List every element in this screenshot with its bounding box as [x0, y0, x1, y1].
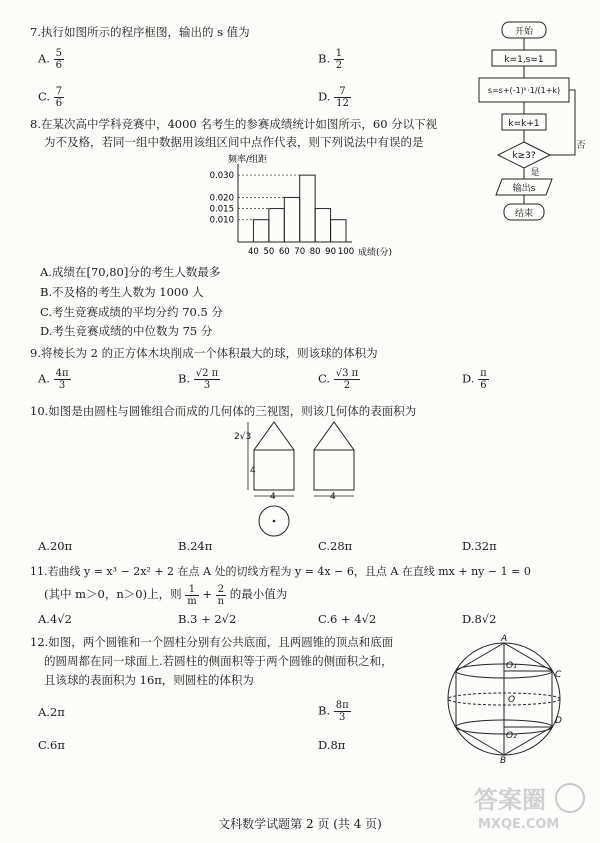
point-b-label: B: [500, 756, 507, 766]
program-flowchart: [475, 18, 595, 223]
histogram-x-tick: 60: [278, 247, 290, 257]
flowchart-init-label: k=1,s=1: [504, 55, 544, 65]
q8-option-a[interactable]: A.成绩在[70,80]分的考生人数最多: [40, 265, 221, 279]
histogram-xlabel: 成绩(分): [358, 248, 393, 258]
q12-stem-line2: 的圆周都在同一球面上.若圆柱的侧面积等于两个圆锥的侧面积之和，: [44, 654, 393, 668]
frequency-histogram: [200, 150, 410, 265]
histogram-x-tick: 80: [309, 247, 321, 257]
histogram-y-tick: 0.020: [209, 193, 234, 204]
side-width-label: 4: [330, 492, 336, 502]
q12-stem-line3: 且该球的表面积为 16π，则圆柱的体积为: [44, 673, 254, 687]
histogram-x-tick: 70: [294, 247, 306, 257]
flowchart-condition-label: k≥3?: [512, 151, 536, 161]
q8-option-d[interactable]: D.考生竞赛成绩的中位数为 75 分: [40, 324, 213, 338]
watermark-url: MXQE.COM: [478, 817, 560, 832]
cone-height-label: 2√3: [234, 432, 252, 442]
q8-option-b[interactable]: B.不及格的考生人数为 1000 人: [40, 285, 204, 299]
q7-stem: 7.执行如图所示的程序框图，输出的 s 值为: [30, 25, 250, 39]
q9-option-b[interactable]: B. $\frac{√2 \pi}{3}$: [178, 368, 219, 391]
q7-option-c[interactable]: C. $\frac{7}{6}$: [38, 86, 63, 109]
cylinder-height-label: 4: [250, 466, 256, 476]
flowchart-start-label: 开始: [514, 27, 534, 37]
side-view-cylinder: [314, 450, 354, 490]
histogram-bar: [300, 175, 315, 242]
q10-option-b[interactable]: B.24π: [178, 539, 213, 553]
q8-stem-line1: 8.在某次高中学科竞赛中，4000 名考生的参赛成绩统计如图所示，60 分以下视: [30, 117, 438, 131]
q10-option-d[interactable]: D.32π: [462, 539, 497, 553]
sphere-cylinder-cone-diagram: [440, 632, 580, 764]
point-a-label: A: [501, 634, 508, 644]
q11-option-d[interactable]: D.8√2: [462, 612, 497, 626]
point-o1-label: O₁: [506, 661, 517, 671]
point-d-label: D: [555, 716, 562, 726]
q11-stem-line2: (其中 m＞0，n＞0)上，则 $\frac{1}{m}$ + $\frac{2}{n}$ 的最小值为: [44, 583, 288, 607]
histogram-x-tick: 100: [337, 247, 355, 257]
flowchart-yes-label: 是: [530, 168, 540, 178]
q10-option-a[interactable]: A.20π: [38, 539, 73, 553]
q11-option-a[interactable]: A.4√2: [38, 612, 72, 626]
three-view-diagram: [234, 418, 370, 540]
histogram-ylabel: 频率/组距: [228, 155, 268, 165]
histogram-bar: [253, 220, 268, 242]
page-footer: 文科数学试题第 2 页 (共 4 页): [218, 817, 382, 831]
front-view-cylinder: [254, 450, 294, 490]
histogram-y-tick: 0.030: [209, 171, 234, 182]
q11-option-b[interactable]: B.3 + 2√2: [178, 612, 237, 626]
histogram-x-tick: 90: [325, 247, 336, 257]
histogram-x-tick: 40: [248, 247, 259, 257]
q9-option-d[interactable]: D. $\frac{\pi}{6}$: [462, 368, 487, 391]
flowchart-no-label: 否: [576, 141, 586, 151]
flowchart-update-label: s=s+(-1)ᵏ·1/(1+k): [487, 86, 561, 95]
q12-option-d[interactable]: D.8π: [318, 738, 346, 752]
front-view-cone: [254, 422, 294, 450]
histogram-y-tick: 0.010: [209, 215, 234, 226]
point-o-label: O: [508, 695, 516, 705]
q8-stem-line2: 为不及格，若同一组中数据用该组区间中点作代表，则下列说法中有误的是: [44, 135, 424, 149]
q10-option-c[interactable]: C.28π: [318, 539, 353, 553]
q12-option-a[interactable]: A.2π: [38, 705, 65, 719]
flowchart-output-label: 输出s: [512, 184, 536, 194]
histogram-x-tick: 50: [263, 247, 275, 257]
flowchart-end-label: 结束: [514, 209, 534, 219]
q11-option-c[interactable]: C.6 + 4√2: [318, 612, 377, 626]
q7-option-d[interactable]: D. $\frac{7}{12}$: [318, 86, 349, 109]
watermark-text: 答案圈: [474, 786, 546, 814]
q12-option-b[interactable]: B. $\frac{8\pi}{3}$: [318, 700, 349, 723]
histogram-bar: [331, 220, 346, 242]
histogram-bar: [284, 197, 299, 242]
histogram-bar: [315, 209, 330, 242]
q9-option-c[interactable]: C. $\frac{√3 \pi}{2}$: [318, 368, 359, 391]
q10-stem: 10.如图是由圆柱与圆锥组合而成的几何体的三视图，则该几何体的表面积为: [30, 404, 417, 418]
q7-option-b[interactable]: B. $\frac{1}{2}$: [318, 48, 343, 71]
front-width-label: 4: [270, 492, 276, 502]
histogram-bar: [269, 209, 284, 242]
watermark-logo: [472, 774, 592, 837]
q12-option-c[interactable]: C.6π: [38, 738, 65, 752]
histogram-y-tick: 0.015: [209, 204, 234, 215]
point-o2-label: O₂: [506, 731, 517, 741]
q9-option-a[interactable]: A. $\frac{4\pi}{3}$: [38, 368, 69, 391]
flowchart-increment-label: k=k+1: [508, 119, 540, 129]
q8-option-c[interactable]: C.考生竞赛成绩的平均分约 70.5 分: [40, 305, 223, 319]
side-view-cone: [314, 422, 354, 450]
q9-stem: 9.将棱长为 2 的正方体木块削成一个体积最大的球，则该球的体积为: [30, 346, 378, 360]
q11-stem-line1: 11.若曲线 y = x³ − 2x² + 2 在点 A 处的切线方程为 y = 4x − 6，且点 A 在直线 mx + ny − 1 = 0: [30, 565, 531, 578]
q12-stem-line1: 12.如图，两个圆锥和一个圆柱分别有公共底面，且两圆锥的顶点和底面: [30, 635, 394, 649]
point-c-label: C: [555, 670, 562, 680]
q7-option-a[interactable]: A. $\frac{5}{6}$: [38, 48, 62, 71]
